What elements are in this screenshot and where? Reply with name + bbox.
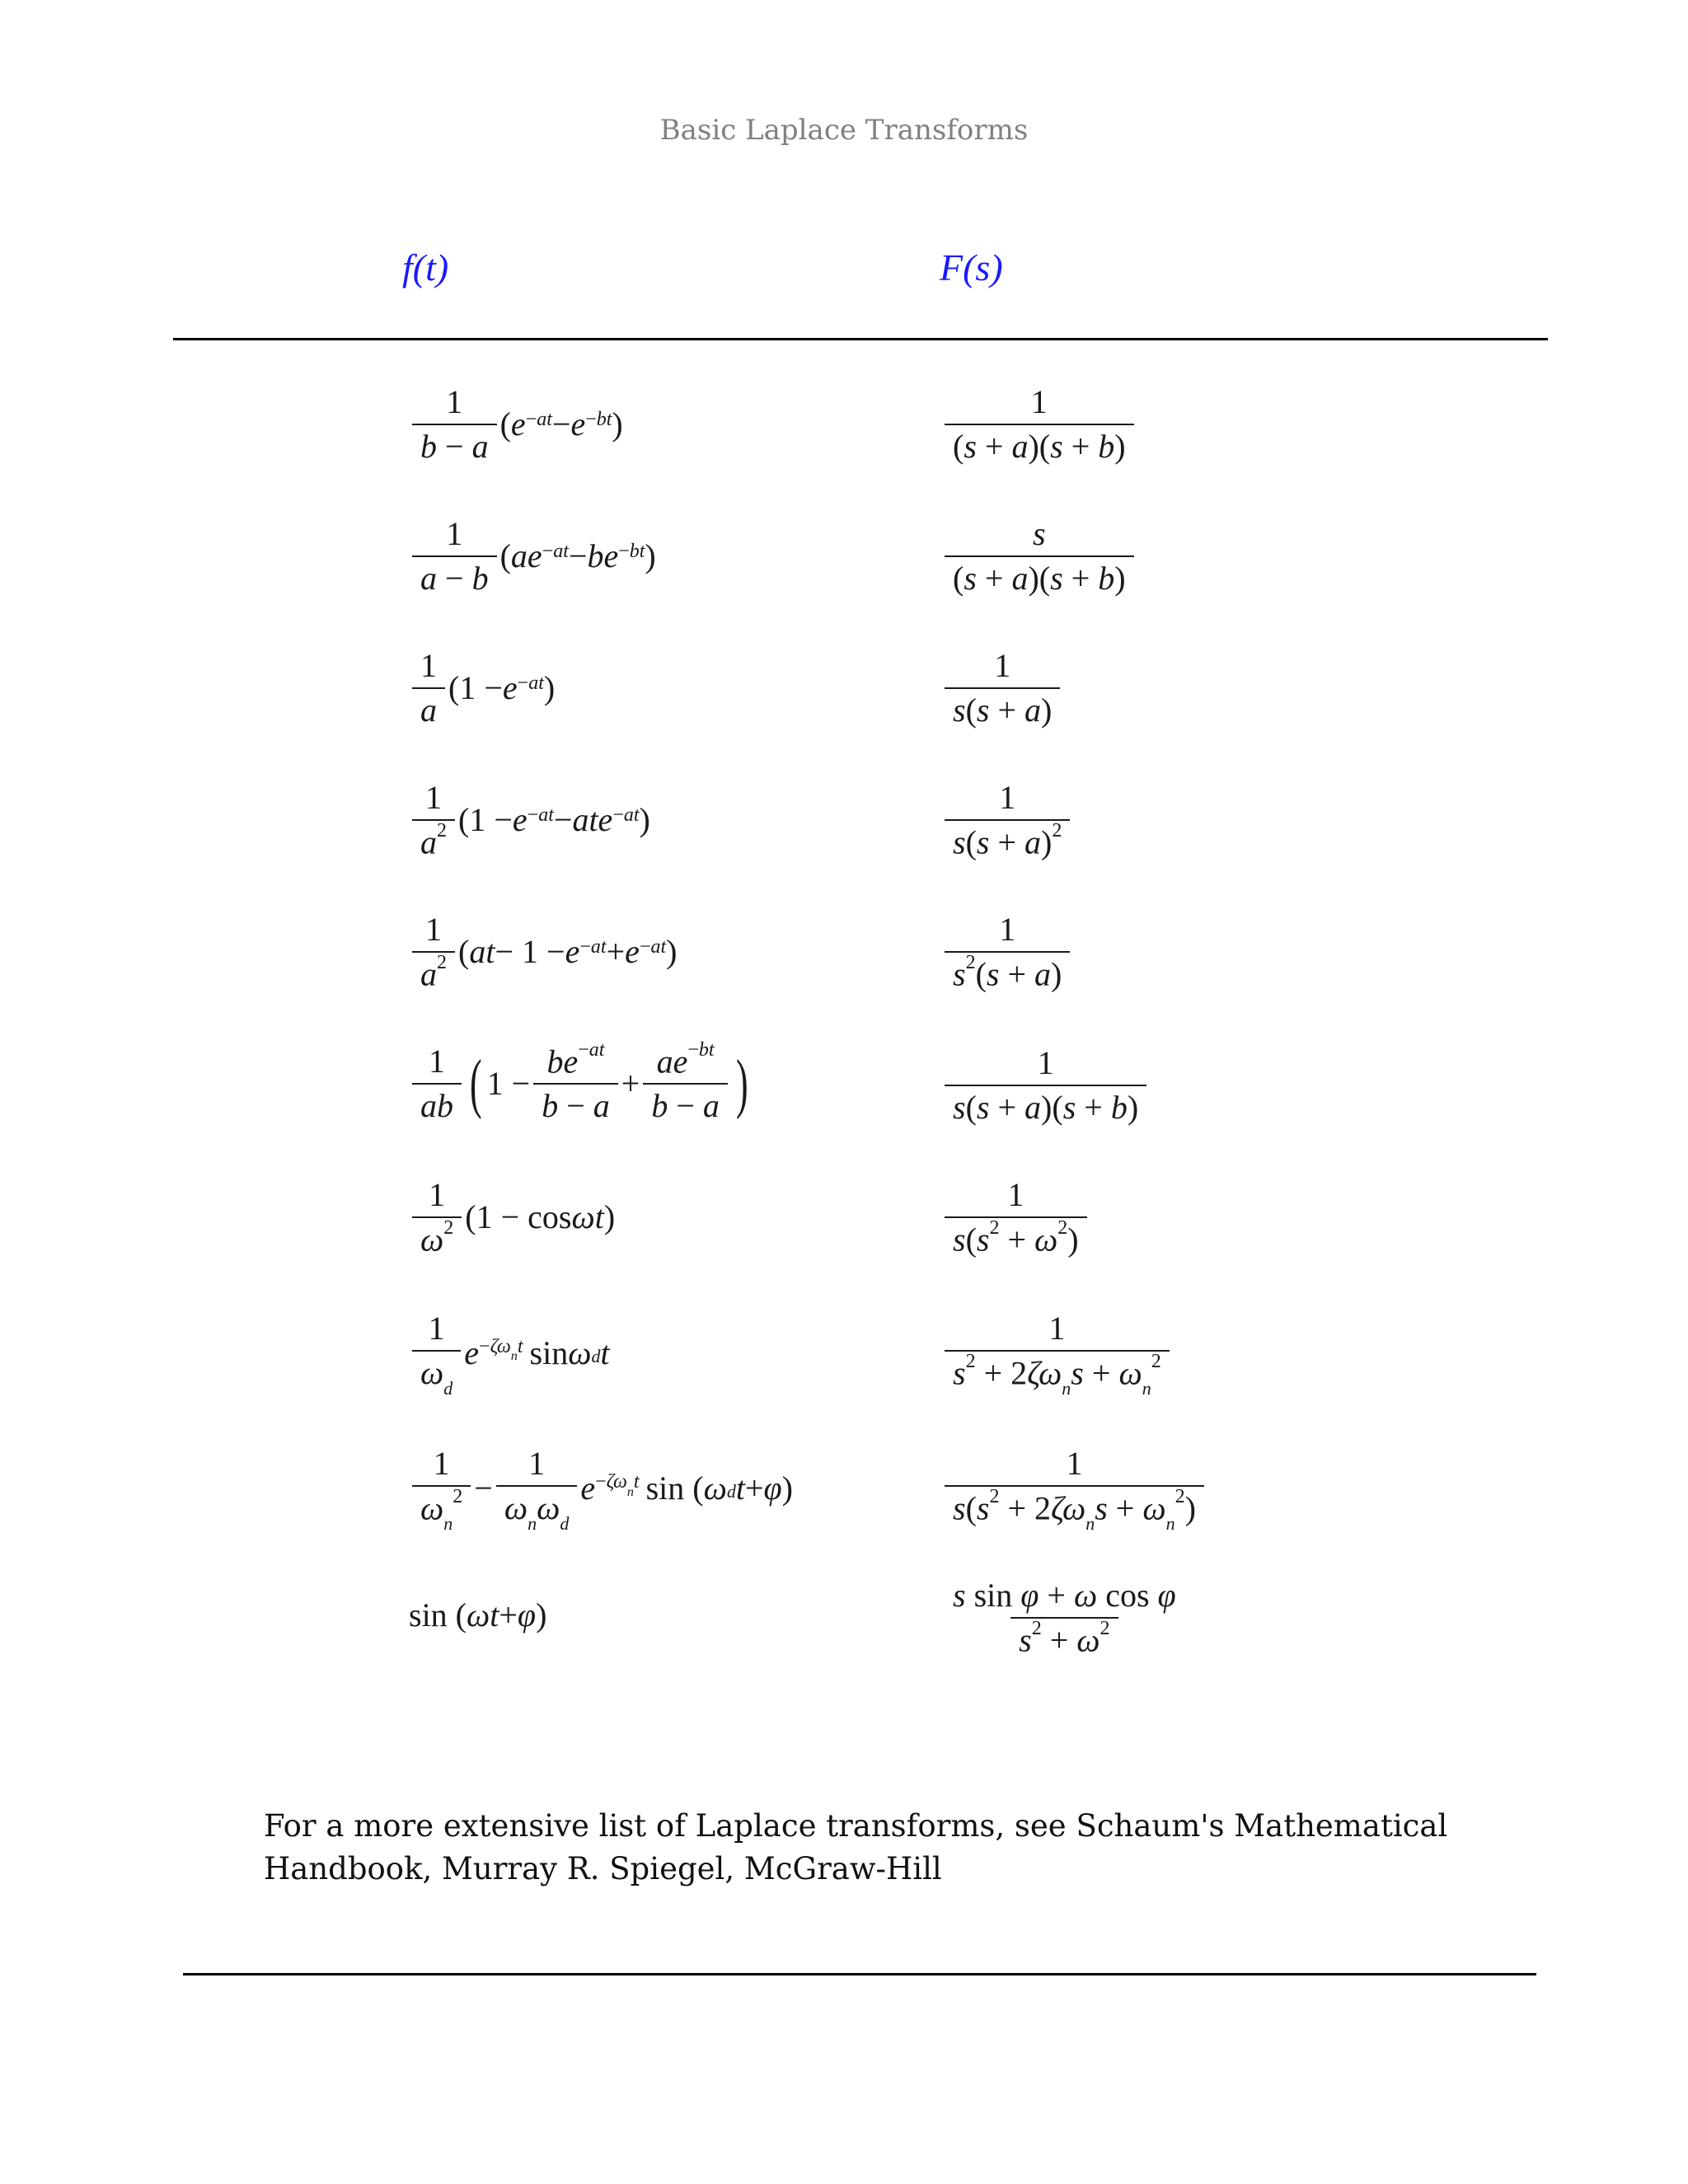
- formula-f-7: $\frac{1}{\omega^2}$ (1 − cos ωt ): [409, 1179, 615, 1256]
- formula-F-1: $\frac{1}{(s + a)(s + b)}$: [941, 386, 1137, 463]
- formula-F-6: $\frac{1}{s(s + a)(s + b)}$: [941, 1047, 1150, 1124]
- formula-F-3: $\frac{1}{s(s + a)}$: [941, 649, 1063, 727]
- formula-f-6: $\frac{1}{ab}$ ( 1 − $\frac{be^{-at}}{b - a}$ + $\frac{ae^{-bt}}{b - a}$ ): [409, 1045, 753, 1122]
- header-time-domain: f(t): [402, 246, 449, 288]
- formula-f-3: $\frac{1}{a}$ (1 − e $^{-at}$ ): [409, 649, 555, 727]
- formula-F-4: $\frac{1}{s(s + a)^2}$: [941, 781, 1073, 859]
- formula-f-1: $\frac{1}{b - a}$ ( e $^{-at}$ − e $^{-bt}$ ): [409, 386, 623, 463]
- formula-f-5: $\frac{1}{a^2}$ ( at − 1 − e $^{-at}$ + e $^{-at}$ ): [409, 913, 677, 991]
- formula-F-8: $\frac{1}{s^2 + 2\zeta\omega_ns + \omega_n^2}$: [941, 1312, 1173, 1394]
- bottom-rule: [183, 1973, 1536, 1975]
- formula-f-2: $\frac{1}{a - b}$ ( ae $^{-at}$ − be $^{-bt}$ ): [409, 518, 656, 595]
- formula-F-7: $\frac{1}{s(s^2 + \omega^2)}$: [941, 1179, 1090, 1256]
- formula-F-10: $\frac{\text{s sin φ + ω cos φ}}{s^2 + \omega^2}$: [953, 1577, 1176, 1659]
- formula-f-9: $\frac{1}{\omega_n^2}$ − $\frac{1}{\omega_n\omega_d}$ e $^{-\zeta\omega_nt}$ sin ( ω $_d$ t + φ ): [409, 1447, 793, 1530]
- formula-F-9: $\frac{1}{s(s^2 + 2\zeta\omega_ns + \omega_n^2)}$: [941, 1447, 1207, 1530]
- formula-f-8: $\frac{1}{\omega_d}$ e $^{-\zeta\omega_nt}$ sin ω $_d$ t: [409, 1312, 610, 1394]
- reference-note: For a more extensive list of Laplace transforms, see Schaum's Mathematical Handbook, Murray R. Spiegel, McGraw-Hill: [264, 1808, 1448, 1886]
- page-title: Basic Laplace Transforms: [659, 114, 1029, 147]
- formula-F-5: $\frac{1}{s^2(s + a)}$: [941, 913, 1073, 991]
- header-s-domain: F(s): [940, 246, 1003, 288]
- formula-F-2: $\frac{s}{(s + a)(s + b)}$: [941, 518, 1137, 595]
- formula-f-10: sin ( ωt + φ ): [409, 1596, 547, 1633]
- top-rule: [173, 338, 1548, 340]
- formula-f-4: $\frac{1}{a^2}$ (1 − e $^{-at}$ − ate $^{-at}$ ): [409, 781, 650, 859]
